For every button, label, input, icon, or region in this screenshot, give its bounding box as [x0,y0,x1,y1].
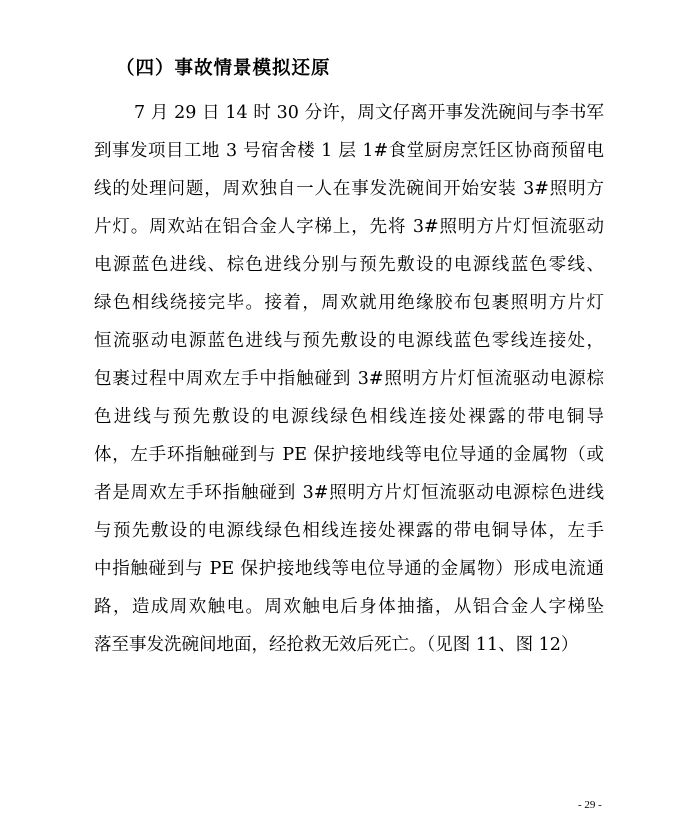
paragraph-line: 线的处理问题，周欢独自一人在事发洗碗间开始安装 3#照明方 [94,179,604,199]
paragraph-line: 路，造成周欢触电。周欢触电后身体抽搐，从铝合金人字梯坠 [94,597,604,617]
paragraph-line: 与预先敷设的电源线绿色相线连接处裸露的带电铜导体，左手 [94,521,604,541]
section-heading: （四）事故情景模拟还原 [116,58,331,79]
paragraph-line: 片灯。周欢站在铝合金人字梯上，先将 3#照明方片灯恒流驱动 [94,217,604,237]
paragraph-line: 包裹过程中周欢左手中指触碰到 3#照明方片灯恒流驱动电源棕 [94,369,604,389]
paragraph-line: 到事发项目工地 3 号宿舍楼 1 层 1#食堂厨房烹饪区协商预留电 [94,141,604,161]
page-number: - 29 - [578,799,602,811]
paragraph-line: 绿色相线绕接完毕。接着，周欢就用绝缘胶布包裹照明方片灯 [94,293,604,313]
paragraph-line: 7 月 29 日 14 时 30 分许，周文仔离开事发洗碗间与李书军 [134,103,604,123]
paragraph-line: 者是周欢左手环指触碰到 3#照明方片灯恒流驱动电源棕色进线 [94,483,604,503]
paragraph-line: 落至事发洗碗间地面，经抢救无效后死亡。（见图 11、图 12） [94,635,579,655]
paragraph-line: 恒流驱动电源蓝色进线与预先敷设的电源线蓝色零线连接处， [94,331,604,351]
paragraph-line: 体，左手环指触碰到与 PE 保护接地线等电位导通的金属物（或 [94,445,604,465]
body-paragraph [94,94,604,664]
paragraph-line: 色进线与预先敷设的电源线绿色相线连接处裸露的带电铜导 [94,407,604,427]
paragraph-line: 中指触碰到与 PE 保护接地线等电位导通的金属物）形成电流通 [94,559,604,579]
paragraph-line: 电源蓝色进线、棕色进线分别与预先敷设的电源线蓝色零线、 [94,255,604,275]
